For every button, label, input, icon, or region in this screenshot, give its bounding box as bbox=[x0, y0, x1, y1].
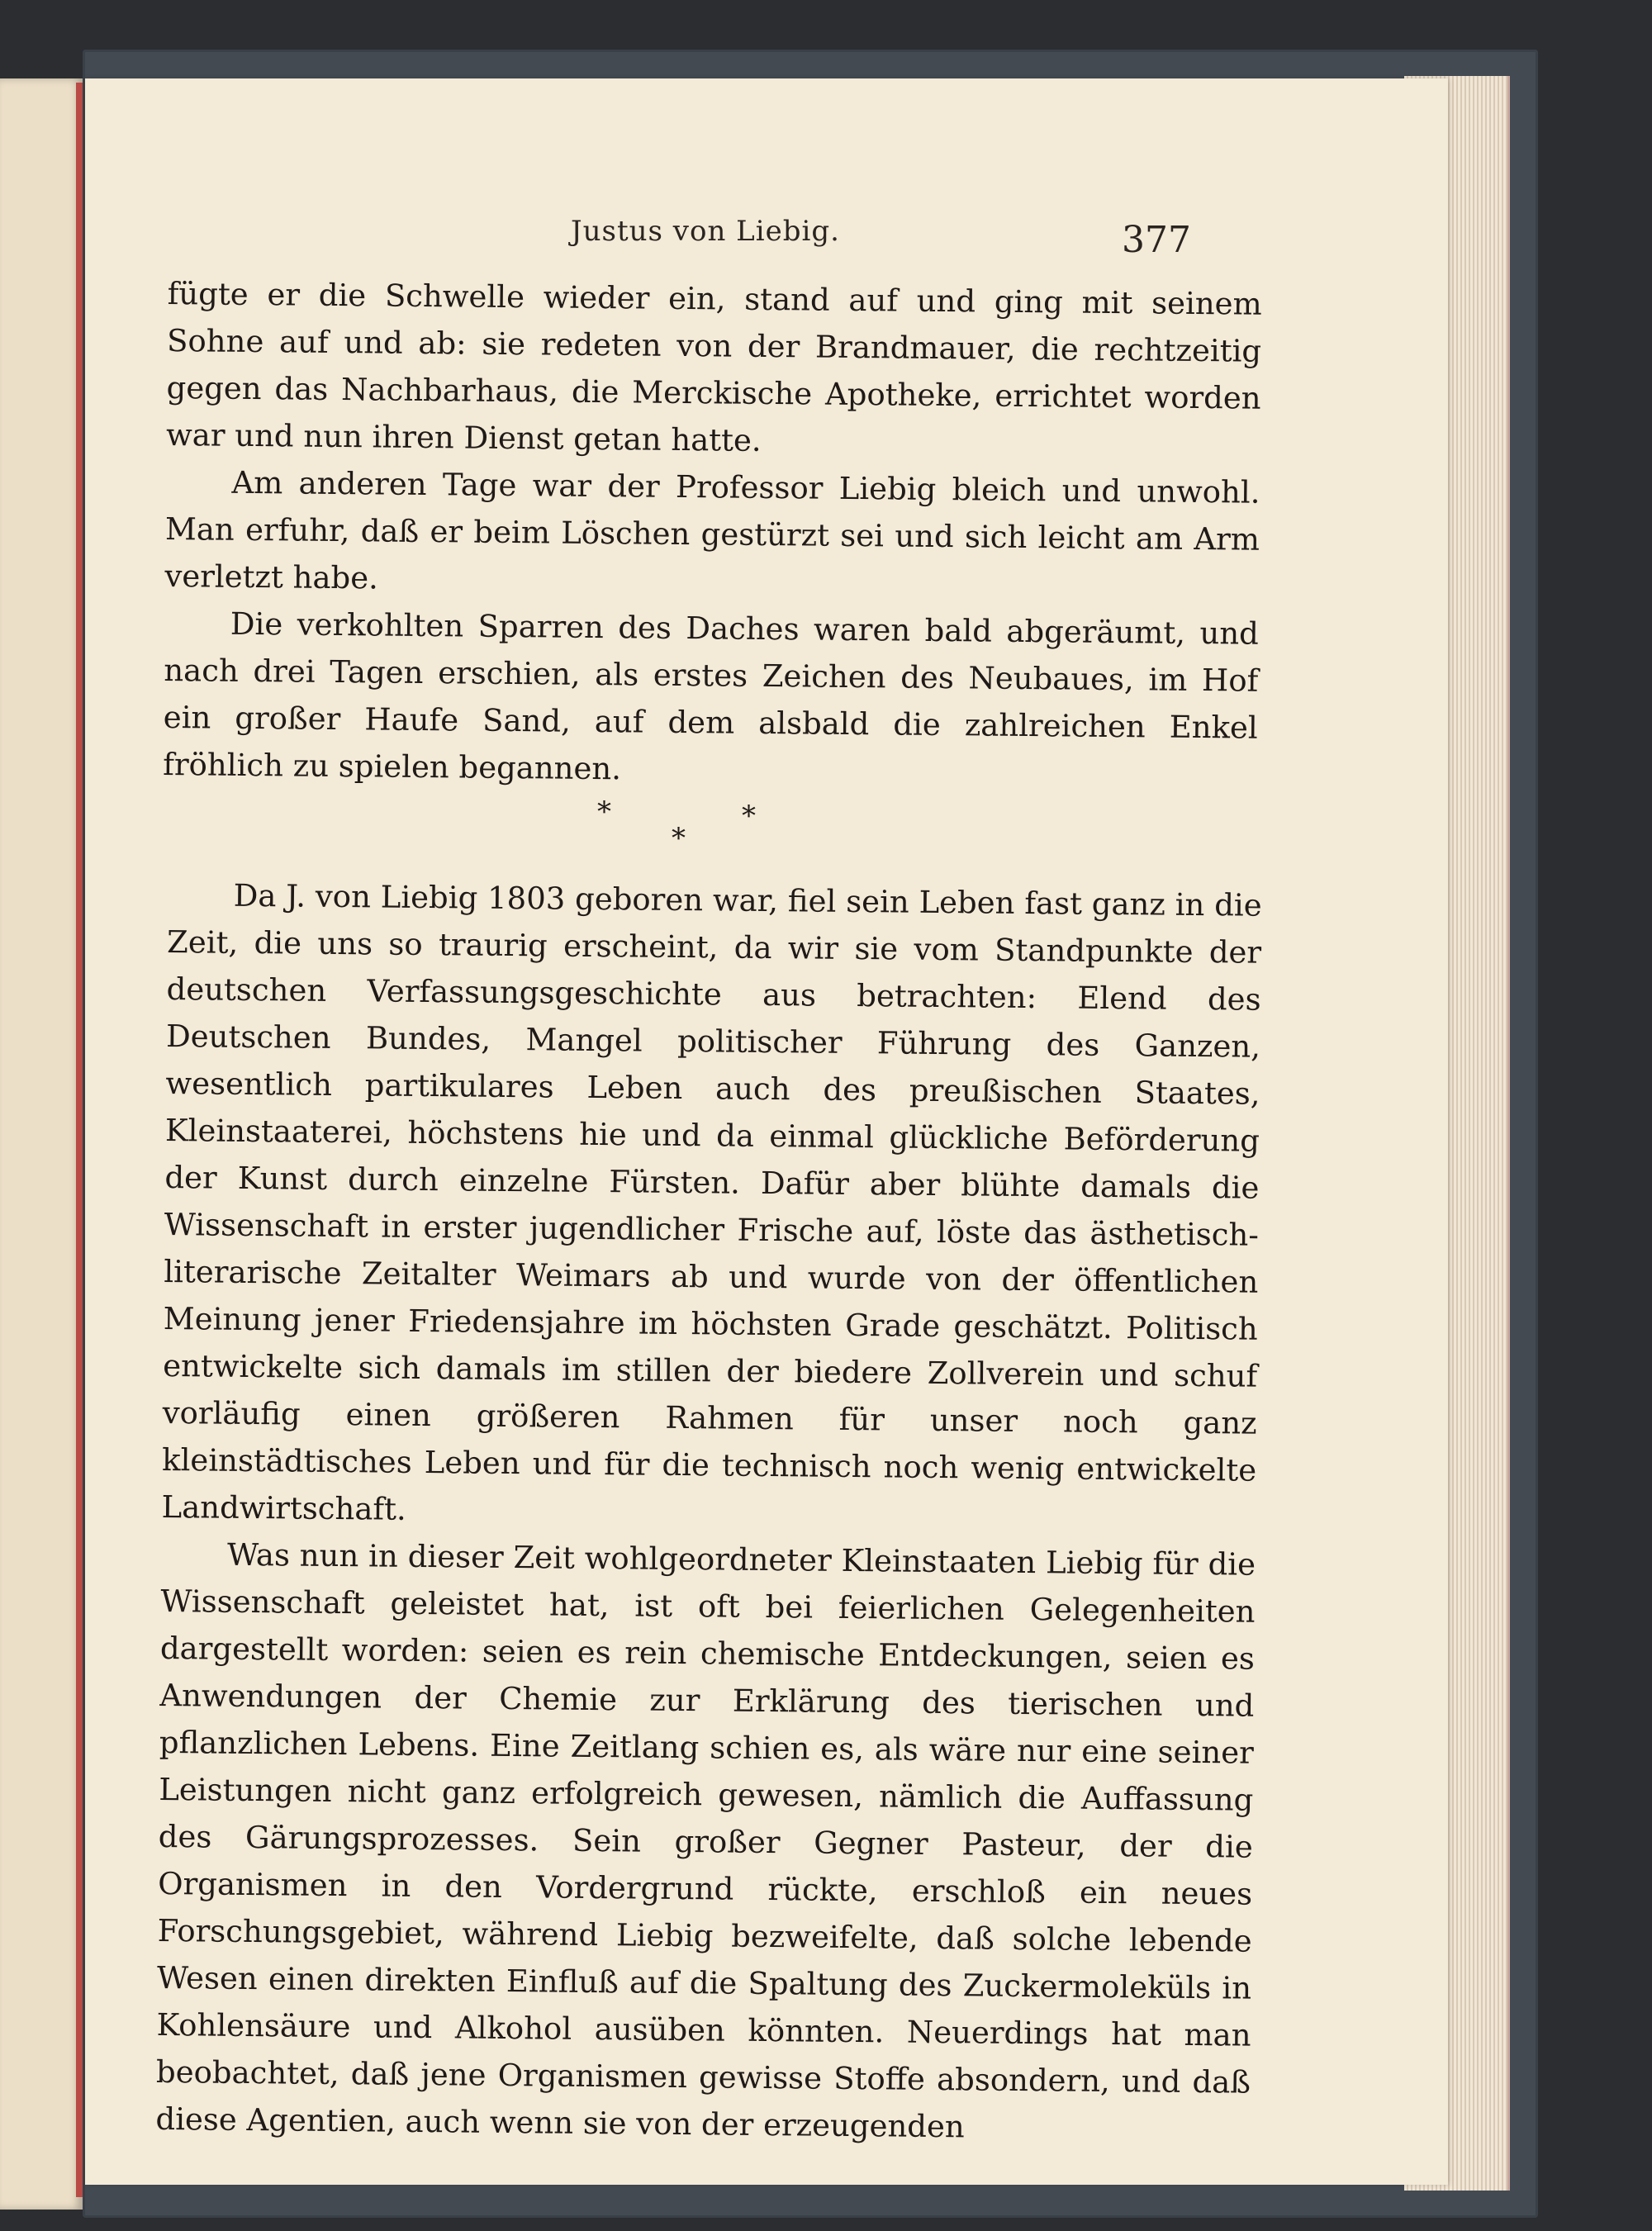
section-two bbox=[155, 871, 1262, 2153]
paragraph: Da J. von Liebig 1803 geboren war, fiel sein Leben fast ganz in die Zeit, die uns so traurig erscheint, da wir sie vom Standpunkte der deutschen Verfassungsgeschichte aus betrachten: Elend des Deutschen Bundes, Mangel politischer Führung des Ganzen, wesentlich partikulares Leben auch des preußischen Staates, Kleinstaaterei, höchstens hie und da einmal glückliche Beförderung der Kunst durch einzelne Fürsten. Dafür aber blühte damals die Wissenschaft in erster jugendlicher Frische auf, löste das ästhetisch-literarische Zeitalter Weimars ab und wurde von der öffentlichen Meinung jener Friedensjahre im höchsten Grade geschätzt. Politisch entwickelte sich damals im stillen der biedere Zollverein und schuf vorläufig einen größeren Rahmen für unser noch ganz kleinstädtisches Leben und für die technisch noch wenig entwickelte Landwirtschaft. bbox=[161, 877, 1262, 1527]
paragraph: fügte er die Schwelle wieder ein, stand auf und ging mit seinem Sohne auf und ab: sie redeten von der Brandmauer, die rechtzeitig gegen das Nachbarhaus, die Merckische Apotheke, errichtet worden war und nun ihren Dienst getan hatte. bbox=[165, 275, 1262, 458]
paragraph: Was nun in dieser Zeit wohlgeordneter Kleinstaaten Liebig für die Wissenschaft geleistet hat, ist oft bei feierlichen Gelegenheiten dargestellt worden: seien es rein chemische Entdeckungen, seien es Anwendungen der Chemie zur Erklärung des tierischen und pflanzlichen Lebens. Eine Zeitlang schien es, als wäre nur eine seiner Leistungen nicht ganz erfolgreich gewesen, nämlich die Auffassung des Gärungsprozesses. Sein großer Gegner Pasteur, der die Organismen in den Vordergrund rückte, erschloß ein neues Forschungsgebiet, während Liebig bezweifelte, daß solche lebende Wesen einen direkten Einfluß auf die Spaltung des Zuckermoleküls in Kohlensäure und Alkohol ausüben könnten. Neuerdings hat man beobachtet, daß jene Organismen gewisse Stoffe absondern, und daß diese Agentien, auch wenn sie von der erzeugenden bbox=[155, 1536, 1256, 2145]
book-page bbox=[85, 78, 1448, 2185]
separator-star: * bbox=[672, 822, 686, 855]
paragraph: Am anderen Tage war der Professor Liebig bleich und unwohl. Man erfuhr, daß er beim Löschen gestürzt sei und sich leicht am Arm verletzt habe. bbox=[164, 464, 1260, 596]
separator-star: * bbox=[742, 800, 756, 833]
paragraph: Die verkohlten Sparren des Daches waren bald abgeräumt, und nach drei Tagen erschien, als erstes Zeichen des Neubaues, im Hof ein großer Haufe Sand, auf dem alsbald die zahlreichen Enkel fröhlich zu spielen begannen. bbox=[163, 605, 1260, 787]
left-page-red-edge bbox=[76, 83, 83, 2197]
section-separator bbox=[556, 795, 804, 862]
section-one bbox=[163, 270, 1262, 799]
page-number: 377 bbox=[1122, 219, 1191, 261]
running-head: Justus von Liebig. bbox=[571, 215, 840, 248]
separator-star: * bbox=[597, 795, 611, 828]
left-page-edge bbox=[0, 78, 83, 2210]
